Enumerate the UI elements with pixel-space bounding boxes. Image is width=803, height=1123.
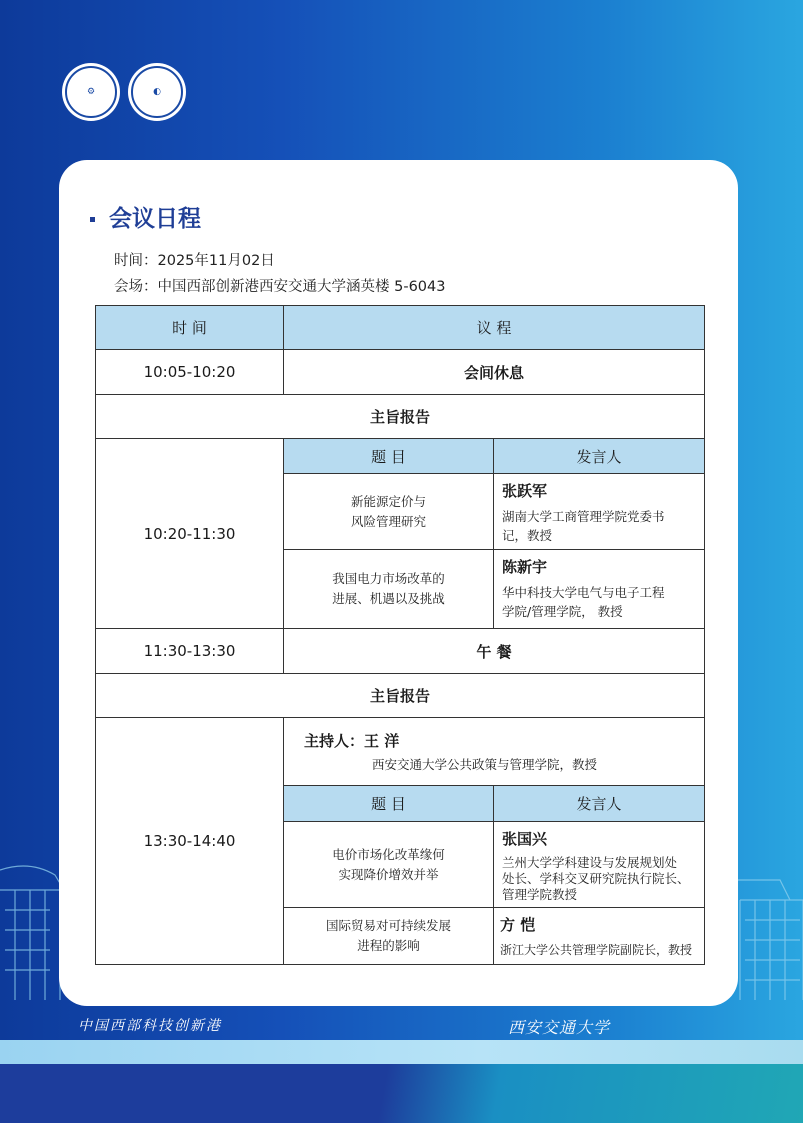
- speaker-name: 陈新宇: [502, 558, 548, 576]
- talk-speaker: [494, 822, 705, 908]
- block1-time: 10:20-11:30: [96, 439, 284, 629]
- break-item: 会间休息: [284, 350, 705, 395]
- talk-topic: [284, 550, 494, 629]
- sub-header-row: [96, 439, 705, 474]
- page-title: [90, 200, 201, 233]
- footer-slogan-right: 西安交通大学: [508, 1018, 611, 1037]
- speaker-name: 张国兴: [502, 830, 548, 848]
- meeting-venue: 会场：中国西部创新港西安交通大学涵英楼 5-6043: [114, 279, 446, 295]
- topic-line: 电价市场化改革缘何: [332, 846, 445, 862]
- topic-line: 进程的影响: [357, 938, 420, 953]
- innovation-harbor-emblem-icon: ◐: [128, 63, 186, 121]
- talk-topic: [284, 908, 494, 965]
- talk-topic: [284, 474, 494, 550]
- lunch-item: 午 餐: [284, 629, 705, 674]
- speaker-affiliation: 湖南大学工商管理学院党委书: [502, 509, 665, 524]
- speaker-name: 张跃军: [502, 482, 548, 500]
- schedule-table: [95, 305, 705, 965]
- header-time: 时 间: [96, 306, 284, 350]
- table-row: [96, 350, 705, 395]
- speaker-affiliation: 学院/管理学院， 教授: [502, 604, 623, 619]
- speaker-affiliation: 记，教授: [502, 528, 553, 543]
- speaker-name: 方 恺: [500, 916, 536, 934]
- speaker-affiliation: 管理学院教授: [502, 887, 578, 902]
- speaker-affiliation: 处长、学科交叉研究院执行院长、: [502, 871, 690, 886]
- talk-speaker: [494, 550, 705, 629]
- break-time: 10:05-10:20: [96, 350, 284, 395]
- host-affiliation: 西安交通大学公共政策与管理学院，教授: [372, 757, 598, 772]
- talk-speaker: [494, 474, 705, 550]
- section-title-1: 主旨报告: [96, 395, 705, 439]
- speaker-affiliation: 浙江大学公共管理学院副院长，教授: [500, 943, 693, 957]
- topic-line: 新能源定价与: [350, 493, 426, 509]
- header-agenda: 议 程: [284, 306, 705, 350]
- speaker-affiliation: 兰州大学学科建设与发展规划处: [502, 855, 678, 870]
- topic-line: 风险管理研究: [350, 513, 426, 529]
- lunch-time: 11:30-13:30: [96, 629, 284, 674]
- host-name: 主持人：王 洋: [304, 732, 400, 750]
- table-row: [96, 629, 705, 674]
- sub-header-speaker: 发言人: [494, 786, 705, 822]
- block2-time: 13:30-14:40: [96, 718, 284, 965]
- topic-line: 实现降价增效并举: [338, 866, 439, 882]
- talk-speaker: [494, 908, 705, 965]
- footer-light-stripe: [0, 1040, 803, 1064]
- meeting-time: 时间：2025年11月02日: [114, 253, 275, 269]
- page-title-text: 会议日程: [109, 206, 201, 232]
- title-bullet-icon: [90, 217, 95, 222]
- host-cell: [284, 718, 705, 786]
- section-row: [96, 674, 705, 718]
- section-row: [96, 395, 705, 439]
- logos: [62, 63, 186, 121]
- topic-line: 进展、机遇以及挑战: [332, 591, 445, 606]
- speaker-affiliation: 华中科技大学电气与电子工程: [502, 585, 665, 600]
- topic-line: 我国电力市场改革的: [332, 571, 445, 586]
- sub-header-speaker: 发言人: [494, 439, 705, 474]
- sub-header-topic: 题 目: [284, 786, 494, 822]
- university-emblem-icon: ⚙: [62, 63, 120, 121]
- talk-topic: [284, 822, 494, 908]
- topic-line: 国际贸易对可持续发展: [325, 918, 451, 933]
- host-row: [96, 718, 705, 786]
- footer-slogan-left: 中国西部科技创新港: [78, 1018, 222, 1034]
- table-header-row: [96, 306, 705, 350]
- section-title-2: 主旨报告: [96, 674, 705, 718]
- sub-header-topic: 题 目: [284, 439, 494, 474]
